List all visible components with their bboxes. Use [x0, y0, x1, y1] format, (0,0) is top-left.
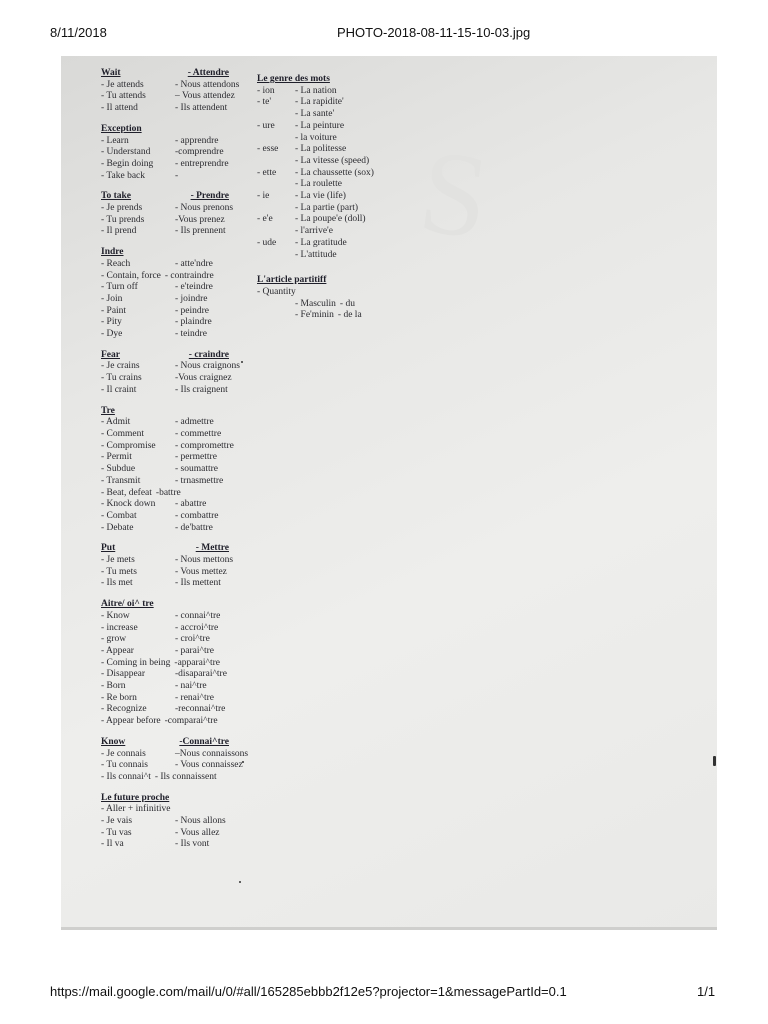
- vocab-term: - Je vais: [101, 816, 133, 827]
- section-title-english: Indre: [101, 247, 124, 258]
- vocab-row: [101, 271, 281, 283]
- vocab-translation: - e'teindre: [175, 282, 213, 293]
- vocab-term: - Il prend: [101, 226, 137, 237]
- vocab-translation: - Ils vont: [175, 839, 210, 850]
- vocab-translation: - Ils prennent: [175, 226, 226, 237]
- genre-example: - La roulette: [295, 179, 342, 190]
- vocab-row: [101, 511, 281, 523]
- vocab-section: [101, 793, 281, 852]
- vocab-row: [101, 476, 281, 488]
- vocab-row: [101, 385, 281, 397]
- section-title-french: -Connai^tre: [179, 736, 229, 747]
- genre-example: - La nation: [295, 85, 337, 96]
- genre-row: [257, 168, 457, 180]
- vocab-translation: - Ils connaissent: [154, 771, 217, 782]
- vocab-translation: - trnasmettre: [175, 475, 224, 486]
- partitif-section: [257, 275, 457, 322]
- section-title: [101, 350, 229, 362]
- vocab-translation: – Vous attendez: [175, 91, 235, 102]
- vocab-translation: - commettre: [175, 428, 222, 439]
- vocab-row: [101, 159, 281, 171]
- vocab-translation: - Vous allez: [175, 827, 220, 838]
- vocab-translation: -: [175, 170, 179, 181]
- section-title-english: Aitre/ oi^ tre: [101, 599, 154, 610]
- genre-section: [257, 74, 457, 261]
- genre-suffix: [257, 226, 295, 238]
- section-title: [101, 68, 229, 80]
- vocab-translation: - Nous allons: [175, 816, 226, 827]
- vocab-translation: - Ils attendent: [175, 103, 228, 114]
- vocab-translation: - atte'ndre: [175, 258, 213, 269]
- partitif-row: [295, 310, 457, 322]
- vocab-row: [101, 828, 281, 840]
- section-title-french: - Mettre: [195, 543, 229, 554]
- vocab-row: [101, 136, 281, 148]
- vocab-term: - Reach: [101, 258, 131, 269]
- vocab-row: [101, 215, 281, 227]
- genre-suffix: [257, 179, 295, 191]
- vocab-translation: - Vous mettez: [175, 566, 227, 577]
- genre-row: [257, 214, 457, 226]
- section-title: [101, 543, 229, 555]
- speck: [239, 881, 241, 883]
- section-title: [101, 599, 229, 611]
- vocab-translation: - teindre: [175, 329, 207, 340]
- vocab-row: [101, 171, 281, 183]
- partitif-gender: - Masculin: [295, 298, 336, 309]
- genre-example: - La gratitude: [295, 237, 347, 248]
- vocab-term: - Understand: [101, 147, 151, 158]
- genre-suffix: - ude: [257, 237, 277, 248]
- vocab-term: - Coming in being: [101, 657, 171, 668]
- vocab-term: - Contain, force: [101, 270, 161, 281]
- genre-example: - la voiture: [295, 132, 337, 143]
- genre-row: [257, 133, 457, 145]
- genre-row: [257, 179, 457, 191]
- vocab-term: - increase: [101, 622, 138, 633]
- vocab-translation: -comprendre: [175, 147, 224, 158]
- vocab-term: - Turn off: [101, 282, 138, 293]
- vocab-translation: - permettre: [175, 452, 217, 463]
- partitif-row: [295, 299, 457, 311]
- vocab-translation: - de'battre: [175, 522, 213, 533]
- vocab-row: [101, 329, 281, 341]
- vocab-term: - Je crains: [101, 361, 140, 372]
- vocab-translation: -reconnai^tre: [175, 704, 226, 715]
- genre-title: Le genre des mots: [257, 74, 330, 84]
- vocab-row: [101, 203, 281, 215]
- section-title-english: Put: [101, 543, 116, 554]
- section-title-english: To take: [101, 191, 132, 202]
- vocab-row: [101, 523, 281, 535]
- vocab-translation: -comparai^tre: [164, 716, 218, 727]
- genre-example: - La politesse: [295, 144, 347, 155]
- vocab-term: - Ils connai^t: [101, 771, 151, 782]
- vocab-row: [101, 646, 281, 658]
- vocab-row: [101, 716, 281, 728]
- section-title-french: - Attendre: [187, 68, 229, 78]
- genre-suffix: [257, 203, 295, 215]
- vocab-term: - Tu mets: [101, 566, 137, 577]
- genre-suffix: [257, 109, 295, 121]
- vocab-translation: -apparai^tre: [174, 657, 220, 668]
- genre-suffix: - esse: [257, 144, 279, 155]
- genre-example: - La rapidite': [295, 97, 344, 108]
- vocab-term: - Il craint: [101, 384, 137, 395]
- vocab-section: [101, 737, 281, 784]
- vocab-row: [101, 259, 281, 271]
- vocab-term: - Je prends: [101, 203, 143, 214]
- genre-row: [257, 109, 457, 121]
- genre-suffix: - e'e: [257, 214, 273, 225]
- vocab-term: - Comment: [101, 428, 145, 439]
- vocab-row: [101, 772, 281, 784]
- vocab-row: [101, 693, 281, 705]
- vocab-row: [101, 634, 281, 646]
- vocab-term: - Tu crains: [101, 373, 142, 384]
- genre-row: [257, 191, 457, 203]
- vocab-row: [101, 555, 281, 567]
- footer-url: https://mail.google.com/mail/u/0/#all/165285ebbb2f12e5?projector=1&messagePartId=0.1: [50, 984, 567, 999]
- vocab-term: - Aller + infinitive: [101, 804, 171, 815]
- vocab-row: [101, 361, 281, 373]
- vocab-section: [101, 124, 281, 183]
- vocab-translation: - nai^tre: [175, 681, 207, 692]
- section-title-french: - craindre: [188, 349, 229, 360]
- section-title: [101, 737, 229, 749]
- vocab-row: [101, 373, 281, 385]
- vocab-translation: - parai^tre: [175, 645, 215, 656]
- vocab-translation: -Vous prenez: [175, 214, 225, 225]
- vocab-term: - Born: [101, 681, 126, 692]
- vocab-translation: –Nous connaissons: [175, 748, 249, 759]
- print-date: 8/11/2018: [50, 25, 107, 40]
- vocab-translation: - apprendre: [175, 135, 219, 146]
- vocab-term: - Transmit: [101, 475, 141, 486]
- vocab-term: - grow: [101, 634, 127, 645]
- left-column: [101, 68, 281, 860]
- genre-example: - La sante': [295, 109, 335, 120]
- genre-row: [257, 121, 457, 133]
- genre-row: [257, 203, 457, 215]
- vocab-translation: -disaparai^tre: [175, 669, 227, 680]
- vocab-term: - Learn: [101, 135, 129, 146]
- vocab-translation: - contraindre: [164, 270, 214, 281]
- vocab-row: [101, 760, 281, 772]
- vocab-term: - Dye: [101, 329, 123, 340]
- vocab-term: - Pity: [101, 317, 122, 328]
- vocab-row: [101, 317, 281, 329]
- vocab-term: - Begin doing: [101, 158, 154, 169]
- vocab-section: [101, 191, 281, 238]
- partitif-quantity: - Quantity: [257, 286, 296, 297]
- genre-suffix: [257, 250, 295, 262]
- section-title: [101, 793, 229, 805]
- section-title-french: - Prendre: [190, 191, 229, 202]
- vocab-section: [101, 543, 281, 590]
- section-title-english: Know: [101, 736, 126, 747]
- vocab-term: - Tu vas: [101, 827, 132, 838]
- vocab-term: - Paint: [101, 305, 127, 316]
- vocab-row: [101, 464, 281, 476]
- vocab-row: [101, 567, 281, 579]
- section-title: [101, 191, 229, 203]
- genre-suffix: [257, 133, 295, 145]
- vocab-term: - Compromise: [101, 440, 156, 451]
- genre-row: [257, 156, 457, 168]
- vocab-translation: - Nous mettons: [175, 555, 234, 566]
- vocab-term: - Re born: [101, 692, 137, 703]
- vocab-row: [101, 441, 281, 453]
- vocab-term: - Je attends: [101, 79, 144, 90]
- vocab-term: - Appear before: [101, 716, 161, 727]
- genre-suffix: [257, 156, 295, 168]
- vocab-row: [101, 839, 281, 851]
- vocab-row: [101, 488, 281, 500]
- vocab-term: - Recognize: [101, 704, 147, 715]
- genre-example: - La poupe'e (doll): [295, 214, 366, 225]
- genre-example: - l'arrive'e: [295, 226, 333, 237]
- section-title-english: Wait: [101, 68, 121, 78]
- vocab-term: - Tu connais: [101, 760, 148, 771]
- genre-example: - La partie (part): [295, 202, 359, 213]
- partitif-article: - de la: [337, 310, 362, 321]
- vocab-row: [101, 417, 281, 429]
- speck: [713, 756, 716, 766]
- section-title: [101, 406, 229, 418]
- vocab-translation: - accroi^tre: [175, 622, 219, 633]
- vocab-term: - Il va: [101, 839, 124, 850]
- vocab-translation: - Ils mettent: [175, 578, 221, 589]
- vocab-term: - Take back: [101, 170, 145, 181]
- vocab-term: - Appear: [101, 645, 134, 656]
- vocab-row: [101, 669, 281, 681]
- genre-example: - La vie (life): [295, 191, 346, 202]
- genre-example: - L'attitude: [295, 249, 337, 260]
- vocab-translation: [174, 804, 281, 816]
- vocab-row: [101, 429, 281, 441]
- section-title: [101, 247, 229, 259]
- genre-example: - La peinture: [295, 120, 345, 131]
- vocab-section: [101, 68, 281, 115]
- vocab-row: [101, 816, 281, 828]
- section-title-english: Fear: [101, 349, 120, 360]
- genre-example: - La vitesse (speed): [295, 155, 370, 166]
- vocab-section: [101, 406, 281, 535]
- vocab-translation: - abattre: [175, 499, 207, 510]
- right-column: [257, 74, 457, 331]
- vocab-row: [101, 294, 281, 306]
- section-title: [101, 124, 229, 136]
- partitif-article: - du: [339, 298, 355, 309]
- vocab-term: - Il attend: [101, 103, 138, 114]
- section-title-english: Tre: [101, 405, 115, 416]
- vocab-row: [101, 452, 281, 464]
- partitif-gender: - Fe'minin: [295, 310, 334, 321]
- vocab-row: [101, 658, 281, 670]
- vocab-row: [101, 499, 281, 511]
- genre-row: [257, 86, 457, 98]
- vocab-row: [101, 681, 281, 693]
- vocab-term: - Permit: [101, 452, 132, 463]
- vocab-translation: - connai^tre: [175, 610, 221, 621]
- vocab-translation: - joindre: [175, 293, 208, 304]
- footer-page-number: 1/1: [697, 984, 716, 999]
- vocab-term: - Je mets: [101, 555, 135, 566]
- genre-row: [257, 144, 457, 156]
- genre-suffix: - ie: [257, 191, 270, 202]
- genre-row: [257, 226, 457, 238]
- vocab-term: - Know: [101, 610, 130, 621]
- vocab-translation: - admettre: [175, 417, 214, 428]
- vocab-row: [101, 80, 281, 92]
- genre-row: [257, 97, 457, 109]
- vocab-row: [101, 749, 281, 761]
- genre-example: - La chaussette (sox): [295, 167, 374, 178]
- vocab-section: [101, 599, 281, 728]
- vocab-translation: -battre: [155, 487, 181, 498]
- vocab-term: - Beat, defeat: [101, 487, 152, 498]
- vocab-row: [101, 282, 281, 294]
- genre-suffix: - ette: [257, 167, 277, 178]
- vocab-term: - Debate: [101, 522, 134, 533]
- vocab-term: - Admit: [101, 417, 131, 428]
- vocab-row: [101, 147, 281, 159]
- faint-watermark: S: [412, 123, 507, 266]
- vocab-row: [101, 91, 281, 103]
- vocab-term: - Disappear: [101, 669, 146, 680]
- genre-suffix: - ion: [257, 85, 275, 96]
- vocab-translation: - soumattre: [175, 464, 219, 475]
- vocab-row: [101, 704, 281, 716]
- vocab-row: [101, 226, 281, 238]
- genre-suffix: - te': [257, 97, 272, 108]
- vocab-translation: - combattre: [175, 510, 219, 521]
- vocab-translation: - plaindre: [175, 317, 212, 328]
- photo-edge: [61, 927, 717, 930]
- genre-row: [257, 238, 457, 250]
- partitif-title: L'article partitiff: [257, 275, 327, 286]
- scanned-photo: [61, 56, 717, 930]
- vocab-translation: - entreprendre: [175, 158, 229, 169]
- vocab-translation: -Vous craignez: [175, 373, 232, 384]
- vocab-translation: - Vous connaissez: [175, 760, 243, 771]
- vocab-term: - Je connais: [101, 748, 146, 759]
- vocab-translation: - Nous prenons: [175, 203, 234, 214]
- vocab-term: - Ils met: [101, 578, 133, 589]
- section-title-english: Exception: [101, 123, 142, 134]
- genre-suffix: - ure: [257, 120, 275, 131]
- vocab-translation: - Ils craignent: [175, 384, 228, 395]
- vocab-translation: - Nous attendons: [175, 79, 240, 90]
- vocab-translation: - renai^tre: [175, 692, 215, 703]
- vocab-term: - Subdue: [101, 464, 136, 475]
- vocab-term: - Join: [101, 293, 123, 304]
- section-title-english: Le future proche: [101, 792, 170, 803]
- vocab-section: [101, 350, 281, 397]
- vocab-row: [101, 623, 281, 635]
- vocab-row: [101, 578, 281, 590]
- vocab-row: [101, 306, 281, 318]
- vocab-term: - Tu prends: [101, 214, 145, 225]
- vocab-translation: - compromettre: [175, 440, 234, 451]
- vocab-row: [101, 103, 281, 115]
- vocab-row: [101, 611, 281, 623]
- vocab-term: - Tu attends: [101, 91, 146, 102]
- vocab-term: - Combat: [101, 510, 137, 521]
- vocab-translation: - Nous craignons: [175, 361, 240, 372]
- vocab-translation: - peindre: [175, 305, 210, 316]
- genre-row: [257, 250, 457, 262]
- vocab-section: [101, 247, 281, 341]
- vocab-row: [101, 804, 281, 816]
- vocab-term: - Knock down: [101, 499, 156, 510]
- print-title: PHOTO-2018-08-11-15-10-03.jpg: [337, 25, 531, 40]
- vocab-translation: - croi^tre: [175, 634, 210, 645]
